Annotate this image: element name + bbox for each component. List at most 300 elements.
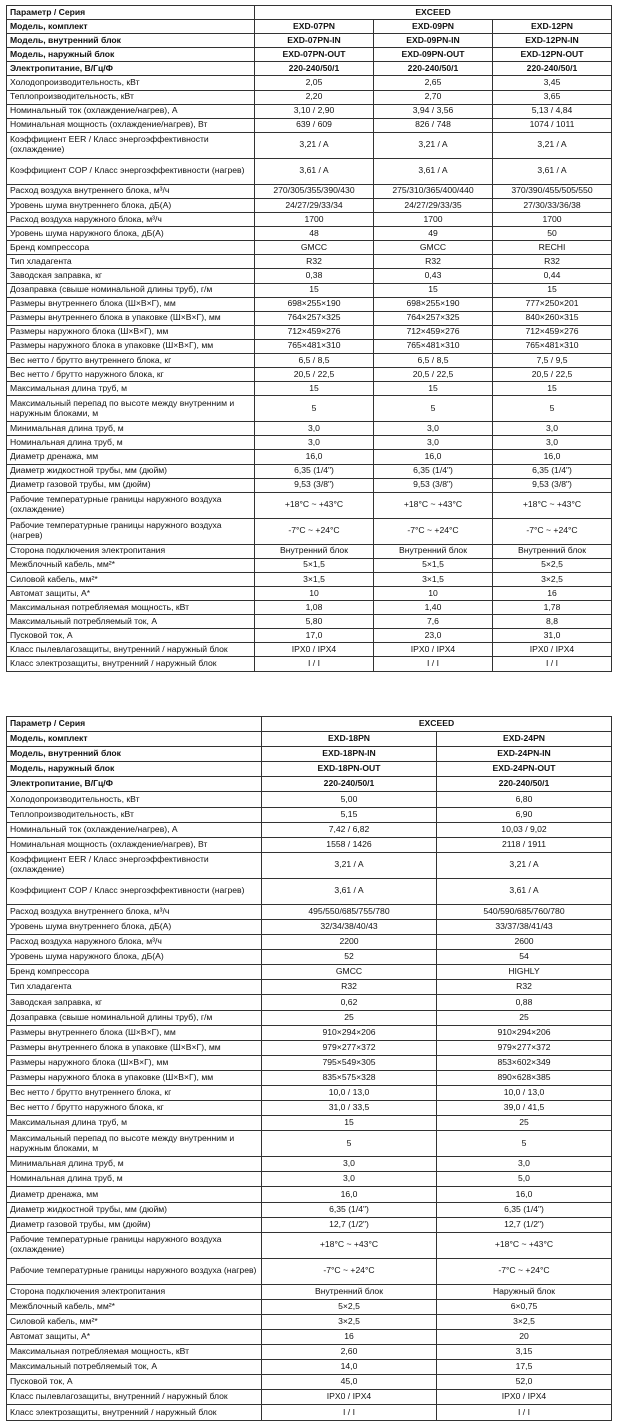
table-row (7, 995, 612, 1010)
param-value: 52,0 (437, 1375, 612, 1390)
param-value: 3,21 / A (255, 132, 374, 158)
param-label: Класс пылевлагозащиты, внутренний / наружный блок (7, 1390, 262, 1405)
param-value: 3,94 / 3,56 (374, 104, 493, 118)
table-row (7, 382, 612, 396)
param-value: 840×260×315 (493, 311, 612, 325)
param-label: Рабочие температурные границы наружного воздуха (нагрев) (7, 1258, 262, 1284)
table-row (7, 980, 612, 995)
param-value: 712×459×276 (255, 325, 374, 339)
param-value: GMCC (374, 241, 493, 255)
table-row (7, 792, 612, 807)
table-row (7, 1299, 612, 1314)
param-value: 698×255×190 (255, 297, 374, 311)
param-value: 10,0 / 13,0 (437, 1085, 612, 1100)
table-row (7, 572, 612, 586)
param-value: 3,61 / A (374, 158, 493, 184)
table-row (7, 1157, 612, 1172)
param-value: 0,38 (255, 269, 374, 283)
param-value: 23,0 (374, 629, 493, 643)
param-value: 12,7 (1/2") (437, 1217, 612, 1232)
param-label: Вес нетто / брутто внутреннего блока, кг (7, 1085, 262, 1100)
param-value: 32/34/38/40/43 (262, 919, 437, 934)
param-value: 3,21 / A (262, 852, 437, 878)
param-value: GMCC (262, 965, 437, 980)
param-value: 3,0 (437, 1157, 612, 1172)
param-value: 3×2,5 (493, 572, 612, 586)
param-value: 910×294×206 (262, 1025, 437, 1040)
param-label: Диаметр дренажа, мм (7, 450, 255, 464)
param-value: Внутренний блок (262, 1284, 437, 1299)
table-row (7, 198, 612, 212)
table-row (7, 1217, 612, 1232)
param-value: 3,10 / 2,90 (255, 104, 374, 118)
param-value: 5,15 (262, 807, 437, 822)
table-row (7, 104, 612, 118)
param-label: Модель, внутренний блок (7, 747, 262, 762)
table-row (7, 807, 612, 822)
param-value: 3,65 (493, 90, 612, 104)
table-row (7, 132, 612, 158)
table-row (7, 935, 612, 950)
param-value: 15 (374, 283, 493, 297)
param-label: Размеры внутреннего блока (Ш×В×Г), мм (7, 1025, 262, 1040)
param-value: EXD-12PN-IN (493, 34, 612, 48)
param-label: Рабочие температурные границы наружного воздуха (охлаждение) (7, 1232, 262, 1258)
param-label: Размеры наружного блока (Ш×В×Г), мм (7, 1055, 262, 1070)
param-label: Номинальный ток (охлаждение/нагрев), А (7, 822, 262, 837)
param-value: 3,61 / A (255, 158, 374, 184)
param-label: Пусковой ток, А (7, 629, 255, 643)
param-value: 6,5 / 8,5 (374, 353, 493, 367)
param-value: 16,0 (493, 450, 612, 464)
param-value: EXD-12PN (493, 20, 612, 34)
header-row (7, 717, 612, 732)
param-label: Дозаправка (свыше номинальной длины труб), г/м (7, 1010, 262, 1025)
table-row (7, 1405, 612, 1420)
param-value: +18°C ~ +43°C (374, 492, 493, 518)
param-value: 3,0 (262, 1157, 437, 1172)
param-value: 49 (374, 227, 493, 241)
table-row (7, 353, 612, 367)
param-value: 220-240/50/1 (374, 62, 493, 76)
param-label: Модель, комплект (7, 732, 262, 747)
param-value: 9,53 (3/8") (255, 478, 374, 492)
spec-table-1 (6, 5, 612, 672)
param-value: 764×257×325 (255, 311, 374, 325)
param-label: Уровень шума наружного блока, дБ(А) (7, 950, 262, 965)
param-value: IPX0 / IPX4 (437, 1390, 612, 1405)
param-value: 27/30/33/36/38 (493, 198, 612, 212)
param-value: 15 (262, 1116, 437, 1131)
param-label: Размеры внутреннего блока (Ш×В×Г), мм (7, 297, 255, 311)
param-value: 0,62 (262, 995, 437, 1010)
param-label: Размеры внутреннего блока в упаковке (Ш×В×Г), мм (7, 311, 255, 325)
param-value: -7°C ~ +24°C (374, 518, 493, 544)
header-row (7, 6, 612, 20)
param-value: 5×1,5 (374, 558, 493, 572)
param-value: 3×1,5 (374, 572, 493, 586)
param-value: -7°C ~ +24°C (262, 1258, 437, 1284)
param-value: 25 (437, 1116, 612, 1131)
param-value: 5,00 (262, 792, 437, 807)
table-row (7, 227, 612, 241)
table-row (7, 878, 612, 904)
param-value: 6,35 (1/4") (437, 1202, 612, 1217)
table-row (7, 62, 612, 76)
param-value: 20,5 / 22,5 (374, 368, 493, 382)
table-row (7, 587, 612, 601)
table-row (7, 325, 612, 339)
param-value: 2118 / 1911 (437, 837, 612, 852)
table-row (7, 1284, 612, 1299)
param-value: 3,0 (374, 422, 493, 436)
param-label: Максимальная длина труб, м (7, 382, 255, 396)
param-label: Максимальная потребляемая мощность, кВт (7, 1345, 262, 1360)
param-value: I / I (255, 657, 374, 671)
param-value: 3×1,5 (255, 572, 374, 586)
param-label: Коэффициент COP / Класс энергоэффективности (нагрев) (7, 878, 262, 904)
header-label: Параметр / Серия (7, 6, 255, 20)
param-value: IPX0 / IPX4 (374, 643, 493, 657)
param-value: 3,0 (493, 436, 612, 450)
param-value: 5 (255, 396, 374, 422)
table-row (7, 1345, 612, 1360)
param-value: 15 (255, 283, 374, 297)
series-name: EXCEED (255, 6, 612, 20)
param-label: Силовой кабель, мм²* (7, 1314, 262, 1329)
param-value: IPX0 / IPX4 (255, 643, 374, 657)
table-row (7, 558, 612, 572)
param-value: 698×255×190 (374, 297, 493, 311)
param-label: Размеры наружного блока в упаковке (Ш×В×Г), мм (7, 339, 255, 353)
param-label: Тип хладагента (7, 980, 262, 995)
param-value: 25 (437, 1010, 612, 1025)
param-label: Коэффициент EER / Класс энергоэффективности (охлаждение) (7, 132, 255, 158)
table-row (7, 518, 612, 544)
param-label: Тип хладагента (7, 255, 255, 269)
param-label: Номинальная длина труб, м (7, 1172, 262, 1187)
param-value: 3,21 / A (493, 132, 612, 158)
param-value: 5 (374, 396, 493, 422)
spec-table-1-body (7, 6, 612, 672)
param-value: 52 (262, 950, 437, 965)
param-value: 3,21 / A (374, 132, 493, 158)
param-label: Уровень шума внутреннего блока, дБ(А) (7, 198, 255, 212)
param-value: 14,0 (262, 1360, 437, 1375)
param-label: Расход воздуха наружного блока, м³/ч (7, 213, 255, 227)
param-value: 24/27/29/33/34 (255, 198, 374, 212)
param-value: 9,53 (3/8") (493, 478, 612, 492)
param-value: 17,0 (255, 629, 374, 643)
param-value: 765×481×310 (374, 339, 493, 353)
param-value: 20 (437, 1330, 612, 1345)
param-value: 1074 / 1011 (493, 118, 612, 132)
param-value: 764×257×325 (374, 311, 493, 325)
param-label: Модель, внутренний блок (7, 34, 255, 48)
param-value: Внутренний блок (374, 544, 493, 558)
param-label: Размеры наружного блока (Ш×В×Г), мм (7, 325, 255, 339)
param-value: 31,0 / 33,5 (262, 1101, 437, 1116)
param-value: I / I (374, 657, 493, 671)
param-value: 5,0 (437, 1172, 612, 1187)
table-row (7, 615, 612, 629)
table-row (7, 34, 612, 48)
series-name: EXCEED (262, 717, 612, 732)
table-row (7, 90, 612, 104)
param-value: EXD-12PN-OUT (493, 48, 612, 62)
param-value: IPX0 / IPX4 (493, 643, 612, 657)
param-value: 6,35 (1/4") (493, 464, 612, 478)
param-label: Сторона подключения электропитания (7, 544, 255, 558)
param-value: 853×602×349 (437, 1055, 612, 1070)
param-value: 7,6 (374, 615, 493, 629)
param-value: 890×628×385 (437, 1070, 612, 1085)
table-row (7, 255, 612, 269)
param-value: 3,61 / A (493, 158, 612, 184)
table-row (7, 492, 612, 518)
param-label: Номинальная длина труб, м (7, 436, 255, 450)
param-value: 6,35 (1/4") (262, 1202, 437, 1217)
table-row (7, 184, 612, 198)
table-row (7, 822, 612, 837)
param-value: 5,80 (255, 615, 374, 629)
param-value: R32 (374, 255, 493, 269)
table-row (7, 657, 612, 671)
table-row (7, 1085, 612, 1100)
param-value: 835×575×328 (262, 1070, 437, 1085)
param-label: Холодопроизводительность, кВт (7, 792, 262, 807)
param-value: Внутренний блок (493, 544, 612, 558)
table-row (7, 904, 612, 919)
table-row (7, 1314, 612, 1329)
table-row (7, 396, 612, 422)
param-label: Максимальная длина труб, м (7, 1116, 262, 1131)
table-row (7, 118, 612, 132)
table-row (7, 368, 612, 382)
param-value: 275/310/365/400/440 (374, 184, 493, 198)
param-value: -7°C ~ +24°C (255, 518, 374, 544)
table-row (7, 297, 612, 311)
param-value: 910×294×206 (437, 1025, 612, 1040)
param-value: 370/390/455/505/550 (493, 184, 612, 198)
param-label: Холодопроизводительность, кВт (7, 76, 255, 90)
param-value: EXD-24PN-IN (437, 747, 612, 762)
table-row (7, 213, 612, 227)
param-value: 2,60 (262, 1345, 437, 1360)
param-value: 7,5 / 9,5 (493, 353, 612, 367)
table-row (7, 852, 612, 878)
param-label: Класс пылевлагозащиты, внутренний / наружный блок (7, 643, 255, 657)
param-value: 777×250×201 (493, 297, 612, 311)
param-label: Рабочие температурные границы наружного воздуха (охлаждение) (7, 492, 255, 518)
param-label: Размеры наружного блока в упаковке (Ш×В×Г), мм (7, 1070, 262, 1085)
param-value: 220-240/50/1 (262, 777, 437, 792)
param-value: 765×481×310 (493, 339, 612, 353)
param-label: Диаметр газовой трубы, мм (дюйм) (7, 1217, 262, 1232)
param-value: 10 (374, 587, 493, 601)
param-value: 25 (262, 1010, 437, 1025)
table-row (7, 1101, 612, 1116)
param-label: Силовой кабель, мм²* (7, 572, 255, 586)
param-value: 45,0 (262, 1375, 437, 1390)
table-row (7, 339, 612, 353)
param-value: 50 (493, 227, 612, 241)
table-row (7, 48, 612, 62)
param-value: 3×2,5 (437, 1314, 612, 1329)
param-value: 2,70 (374, 90, 493, 104)
param-value: 6,35 (1/4") (374, 464, 493, 478)
param-value: 3,45 (493, 76, 612, 90)
param-value: 15 (493, 382, 612, 396)
param-value: 826 / 748 (374, 118, 493, 132)
param-value: 6×0,75 (437, 1299, 612, 1314)
table-row (7, 283, 612, 297)
param-value: 3,15 (437, 1345, 612, 1360)
param-label: Диаметр жидкостной трубы, мм (дюйм) (7, 1202, 262, 1217)
param-label: Автомат защиты, А* (7, 587, 255, 601)
param-value: 3,0 (262, 1172, 437, 1187)
param-label: Диаметр дренажа, мм (7, 1187, 262, 1202)
param-value: 0,88 (437, 995, 612, 1010)
param-label: Автомат защиты, А* (7, 1330, 262, 1345)
param-value: EXD-18PN-OUT (262, 762, 437, 777)
param-value: EXD-18PN (262, 732, 437, 747)
param-value: 2,20 (255, 90, 374, 104)
param-value: I / I (437, 1405, 612, 1420)
param-value: EXD-18PN-IN (262, 747, 437, 762)
table-row (7, 1025, 612, 1040)
table-row (7, 478, 612, 492)
param-label: Максимальная потребляемая мощность, кВт (7, 601, 255, 615)
param-label: Электропитание, В/Гц/Ф (7, 777, 262, 792)
table-row (7, 1040, 612, 1055)
param-value: 979×277×372 (437, 1040, 612, 1055)
param-value: 10,03 / 9,02 (437, 822, 612, 837)
param-value: 5 (437, 1131, 612, 1157)
table-row (7, 1360, 612, 1375)
param-label: Модель, наружный блок (7, 48, 255, 62)
table-row (7, 311, 612, 325)
param-label: Теплопроизводительность, кВт (7, 807, 262, 822)
param-value: 3,21 / A (437, 852, 612, 878)
param-value: 5×1,5 (255, 558, 374, 572)
param-value: +18°C ~ +43°C (255, 492, 374, 518)
table-row (7, 1390, 612, 1405)
param-value: 765×481×310 (255, 339, 374, 353)
param-label: Модель, наружный блок (7, 762, 262, 777)
param-value: 3,61 / A (262, 878, 437, 904)
param-value: R32 (262, 980, 437, 995)
param-value: 3,0 (255, 436, 374, 450)
param-label: Коэффициент COP / Класс энергоэффективности (нагрев) (7, 158, 255, 184)
param-value: RECHI (493, 241, 612, 255)
table-row (7, 950, 612, 965)
table-row (7, 762, 612, 777)
param-label: Номинальный ток (охлаждение/нагрев), А (7, 104, 255, 118)
param-label: Заводская заправка, кг (7, 995, 262, 1010)
table-row (7, 1258, 612, 1284)
param-value: I / I (262, 1405, 437, 1420)
param-value: 6,35 (1/4") (255, 464, 374, 478)
param-value: 2200 (262, 935, 437, 950)
param-value: 5×2,5 (493, 558, 612, 572)
param-value: 10,0 / 13,0 (262, 1085, 437, 1100)
param-value: 17,5 (437, 1360, 612, 1375)
param-value: 270/305/355/390/430 (255, 184, 374, 198)
param-value: 6,80 (437, 792, 612, 807)
param-label: Диаметр газовой трубы, мм (дюйм) (7, 478, 255, 492)
param-label: Диаметр жидкостной трубы, мм (дюйм) (7, 464, 255, 478)
param-value: 24/27/29/33/35 (374, 198, 493, 212)
param-value: 16 (493, 587, 612, 601)
param-label: Размеры внутреннего блока в упаковке (Ш×В×Г), мм (7, 1040, 262, 1055)
param-value: EXD-09PN-IN (374, 34, 493, 48)
table-row (7, 1202, 612, 1217)
param-value: 220-240/50/1 (437, 777, 612, 792)
param-value: EXD-09PN (374, 20, 493, 34)
param-value: EXD-24PN (437, 732, 612, 747)
param-label: Сторона подключения электропитания (7, 1284, 262, 1299)
param-value: 7,42 / 6,82 (262, 822, 437, 837)
spec-table-2 (6, 716, 612, 1421)
table-row (7, 1131, 612, 1157)
param-value: 54 (437, 950, 612, 965)
table-row (7, 601, 612, 615)
param-label: Максимальный потребляемый ток, А (7, 615, 255, 629)
param-label: Модель, комплект (7, 20, 255, 34)
param-label: Бренд компрессора (7, 241, 255, 255)
param-value: 2,65 (374, 76, 493, 90)
param-label: Минимальная длина труб, м (7, 422, 255, 436)
param-value: 3×2,5 (262, 1314, 437, 1329)
param-value: 2,05 (255, 76, 374, 90)
param-value: 0,44 (493, 269, 612, 283)
param-label: Расход воздуха внутреннего блока, м³/ч (7, 184, 255, 198)
table-row (7, 1187, 612, 1202)
param-value: 1,08 (255, 601, 374, 615)
param-value: 2600 (437, 935, 612, 950)
param-value: 1558 / 1426 (262, 837, 437, 852)
table-row (7, 269, 612, 283)
param-label: Дозаправка (свыше номинальной длины труб), г/м (7, 283, 255, 297)
param-value: EXD-09PN-OUT (374, 48, 493, 62)
table-row (7, 732, 612, 747)
param-value: EXD-24PN-OUT (437, 762, 612, 777)
param-value: 795×549×305 (262, 1055, 437, 1070)
param-value: 1700 (493, 213, 612, 227)
param-value: 10 (255, 587, 374, 601)
table-row (7, 544, 612, 558)
table-row (7, 158, 612, 184)
param-label: Электропитание, В/Гц/Ф (7, 62, 255, 76)
param-value: 31,0 (493, 629, 612, 643)
param-value: +18°C ~ +43°C (437, 1232, 612, 1258)
param-value: 540/590/685/760/780 (437, 904, 612, 919)
param-value: 1700 (255, 213, 374, 227)
param-value: GMCC (255, 241, 374, 255)
param-value: 5,13 / 4,84 (493, 104, 612, 118)
param-value: 1,40 (374, 601, 493, 615)
param-value: I / I (493, 657, 612, 671)
param-value: 12,7 (1/2") (262, 1217, 437, 1232)
param-label: Вес нетто / брутто наружного блока, кг (7, 1101, 262, 1116)
param-value: 495/550/685/755/780 (262, 904, 437, 919)
table-row (7, 436, 612, 450)
param-label: Вес нетто / брутто внутреннего блока, кг (7, 353, 255, 367)
param-value: 220-240/50/1 (255, 62, 374, 76)
param-value: 1,78 (493, 601, 612, 615)
param-label: Расход воздуха внутреннего блока, м³/ч (7, 904, 262, 919)
